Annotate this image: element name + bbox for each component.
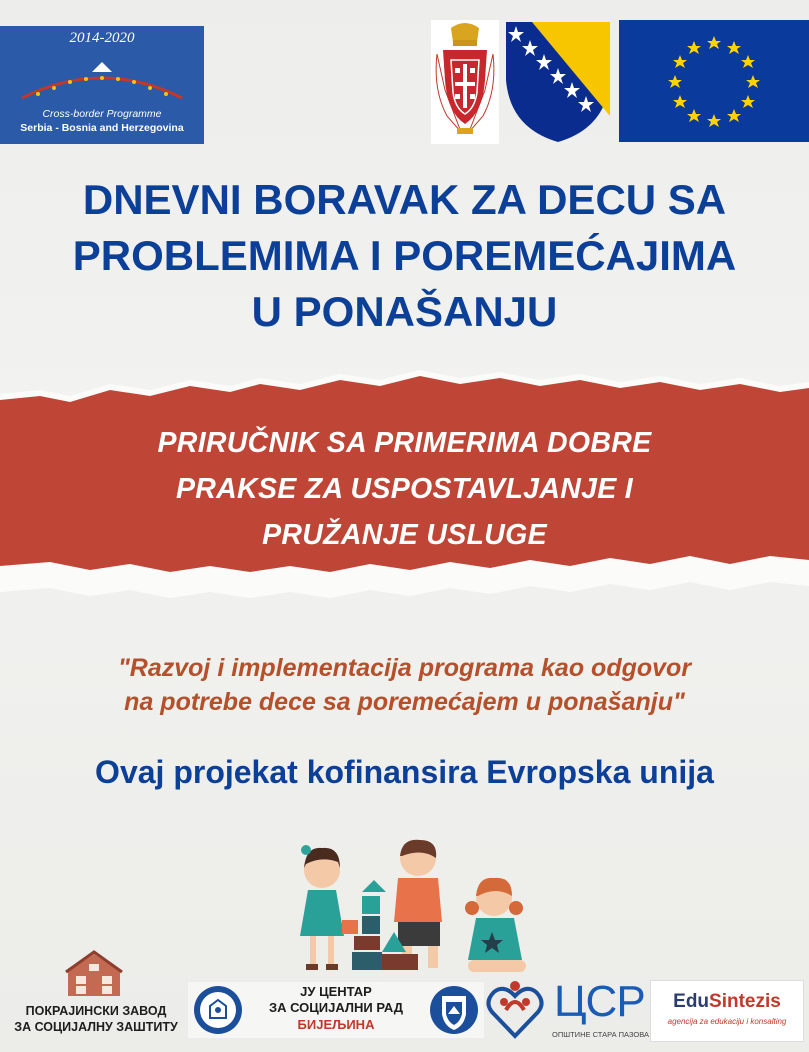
serbia-coat-of-arms-icon [431, 20, 499, 144]
bridge-arc-icon [18, 54, 186, 102]
bijeljina-coat-of-arms-icon [428, 984, 480, 1036]
edusintezis-name [651, 991, 803, 1013]
subtitle-line-1: PRIRUČNIK SA PRIMERIMA DOBRE [157, 427, 652, 459]
cross-border-programme-logo [0, 26, 204, 144]
edusintezis-logo [650, 980, 804, 1042]
main-title-line-3: U PONAŠANJU [251, 288, 558, 335]
csr-name-line-3: БИЈЕЉИНА [297, 1017, 375, 1032]
cofunding-statement: Ovaj projekat kofinansira Evropska unija [95, 754, 714, 790]
quote-line-2: na potrebe dece sa poremećajem u ponašanju" [124, 688, 685, 716]
csr-letters: ЦСР [554, 977, 645, 1026]
csr-name-line-2: ЗА СОЦИЈАЛНИ РАД [268, 1000, 404, 1015]
edusintezis-tagline: agencija za edukaciju i konsalting [667, 1017, 787, 1026]
csr-bijeljina-logo [188, 982, 484, 1038]
csr-emblem-icon [192, 984, 244, 1036]
main-title-line-2: PROBLEMIMA I POREMEĆAJIMA [72, 232, 737, 279]
edusintezis-name-a: Edu [673, 991, 710, 1012]
programme-name: Cross-border Programme [42, 108, 162, 120]
heart-family-logo-icon [486, 976, 544, 1040]
main-title-line-1: DNEVNI BORAVAK ZA DECU SA [82, 176, 727, 223]
house-icon [64, 950, 124, 998]
programme-countries: Serbia - Bosnia and Herzegovina [20, 122, 184, 134]
children-playing-blocks-illustration [282, 836, 532, 980]
edusintezis-name-b: Sintezis [709, 991, 781, 1012]
csr-stara-pazova-logo [552, 977, 650, 1044]
eu-stars-icon [619, 20, 809, 142]
subtitle [60, 420, 749, 558]
pokrajinski-zavod-logo [6, 950, 186, 1040]
project-quote [20, 651, 789, 719]
european-union-flag-icon [619, 20, 809, 142]
main-title [20, 172, 789, 340]
programme-years: 2014-2020 [69, 30, 135, 46]
csr-municipality: ОПШТИНЕ СТАРА ПАЗОВА [552, 1030, 650, 1039]
pzsz-name-line-2: ЗА СОЦИЈАЛНУ ЗАШТИТУ [14, 1020, 178, 1034]
pzsz-name-line-1: ПОКРАЈИНСКИ ЗАВОД [25, 1004, 167, 1018]
subtitle-line-3: PRUŽANJE USLUGE [262, 519, 547, 551]
subtitle-line-2: PRAKSE ZA USPOSTAVLJANJE I [175, 473, 633, 505]
quote-line-1: "Razvoj i implementacija programa kao odgovor [117, 654, 692, 682]
csr-name-line-1: ЈУ ЦЕНТАР [300, 984, 372, 999]
bosnia-herzegovina-flag-icon [502, 20, 614, 144]
